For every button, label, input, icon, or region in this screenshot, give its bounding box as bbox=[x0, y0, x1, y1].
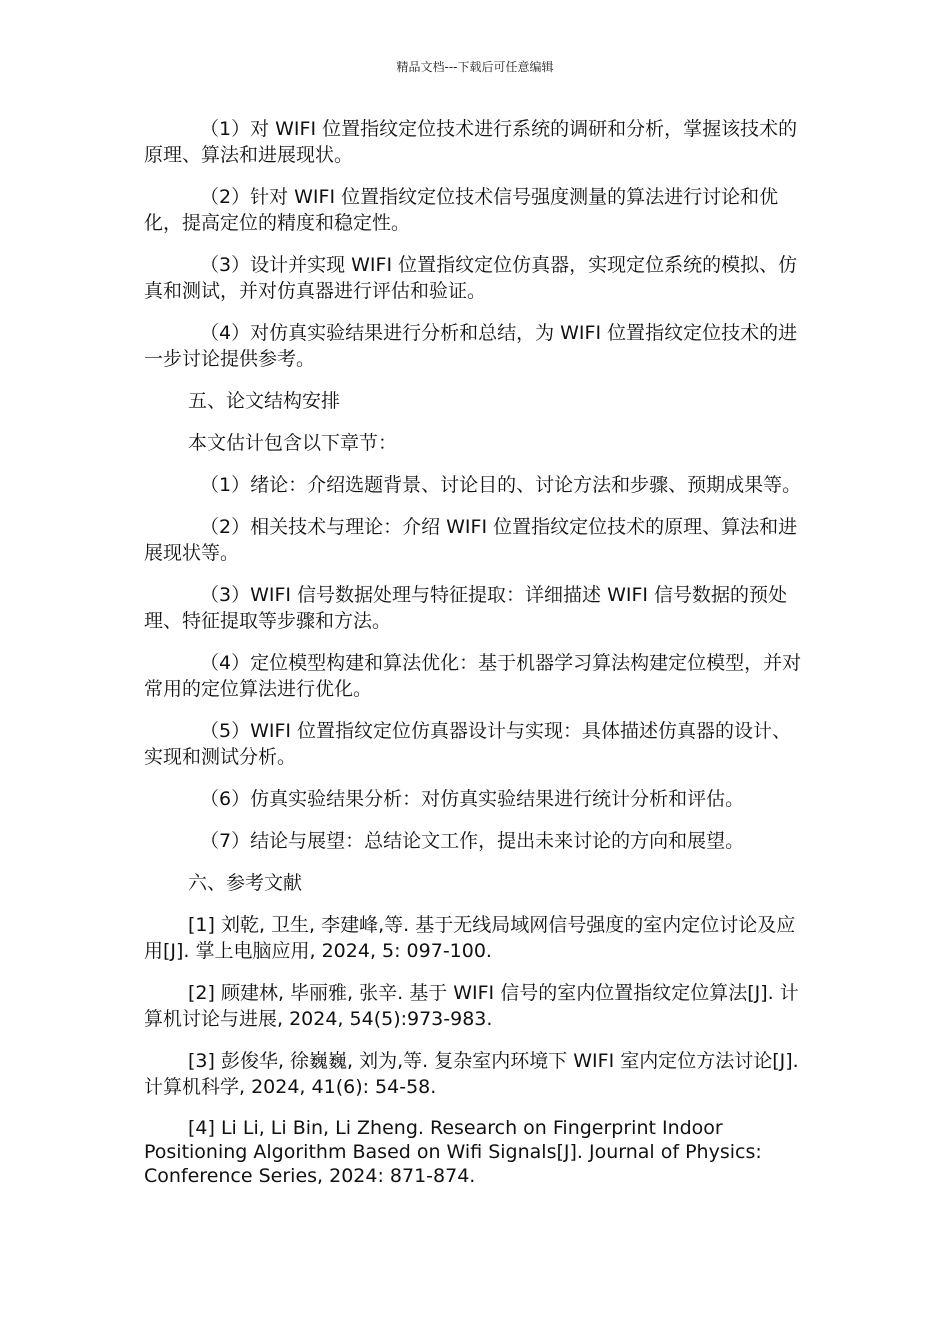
chapter-item: （6）仿真实验结果分析：对仿真实验结果进行统计分析和评估。 bbox=[200, 788, 745, 810]
reference-item: [4] Li Li, Li Bin, Li Zheng. Research on Fingerprint Indoor Positioning Algorithm Based on Wifi Signals[J]. Journal of Physics: Conference Series, 2024: 871-874. bbox=[144, 1117, 762, 1187]
chapter-item: （5）WIFI 位置指纹定位仿真器设计与实现：具体描述仿真器的设计、实现和测试分析。 bbox=[144, 720, 792, 768]
page-header: 精品文档---下载后可任意编辑 bbox=[396, 60, 554, 74]
chapter-item: （2）相关技术与理论：介绍 WIFI 位置指纹定位技术的原理、算法和进展现状等。 bbox=[144, 516, 798, 564]
goal-item: （3）设计并实现 WIFI 位置指纹定位仿真器，实现定位系统的模拟、仿真和测试，并对仿真器进行评估和验证。 bbox=[144, 254, 798, 302]
goal-item: （4）对仿真实验结果进行分析和总结，为 WIFI 位置指纹定位技术的进一步讨论提供参考。 bbox=[144, 322, 798, 370]
section-heading-references: 六、参考文献 bbox=[188, 872, 303, 894]
goal-item: （1）对 WIFI 位置指纹定位技术进行系统的调研和分析，掌握该技术的原理、算法和进展现状。 bbox=[144, 118, 798, 166]
reference-item: [3] 彭俊华, 徐巍巍, 刘为,等. 复杂室内环境下 WIFI 室内定位方法讨论[J]. 计算机科学, 2024, 41(6): 54-58. bbox=[144, 1050, 799, 1098]
document-body bbox=[144, 116, 810, 1204]
structure-intro: 本文估计包含以下章节： bbox=[188, 432, 398, 454]
chapter-item: （3）WIFI 信号数据处理与特征提取：详细描述 WIFI 信号数据的预处理、特征提取等步骤和方法。 bbox=[144, 584, 788, 632]
chapter-item: （4）定位模型构建和算法优化：基于机器学习算法构建定位模型，并对常用的定位算法进行优化。 bbox=[144, 652, 802, 700]
reference-item: [2] 顾建林, 毕丽雅, 张辛. 基于 WIFI 信号的室内位置指纹定位算法[J]. 计算机讨论与进展, 2024, 54(5):973-983. bbox=[144, 982, 799, 1030]
chapter-item: （1）绪论：介绍选题背景、讨论目的、讨论方法和步骤、预期成果等。 bbox=[200, 474, 802, 496]
reference-item: [1] 刘乾, 卫生, 李建峰,等. 基于无线局域网信号强度的室内定位讨论及应用[J]. 掌上电脑应用, 2024, 5: 097-100. bbox=[144, 914, 796, 962]
chapter-item: （7）结论与展望：总结论文工作，提出未来讨论的方向和展望。 bbox=[200, 830, 745, 852]
goal-item: （2）针对 WIFI 位置指纹定位技术信号强度测量的算法进行讨论和优化，提高定位的精度和稳定性。 bbox=[144, 186, 779, 234]
section-heading-structure: 五、论文结构安排 bbox=[188, 390, 341, 412]
